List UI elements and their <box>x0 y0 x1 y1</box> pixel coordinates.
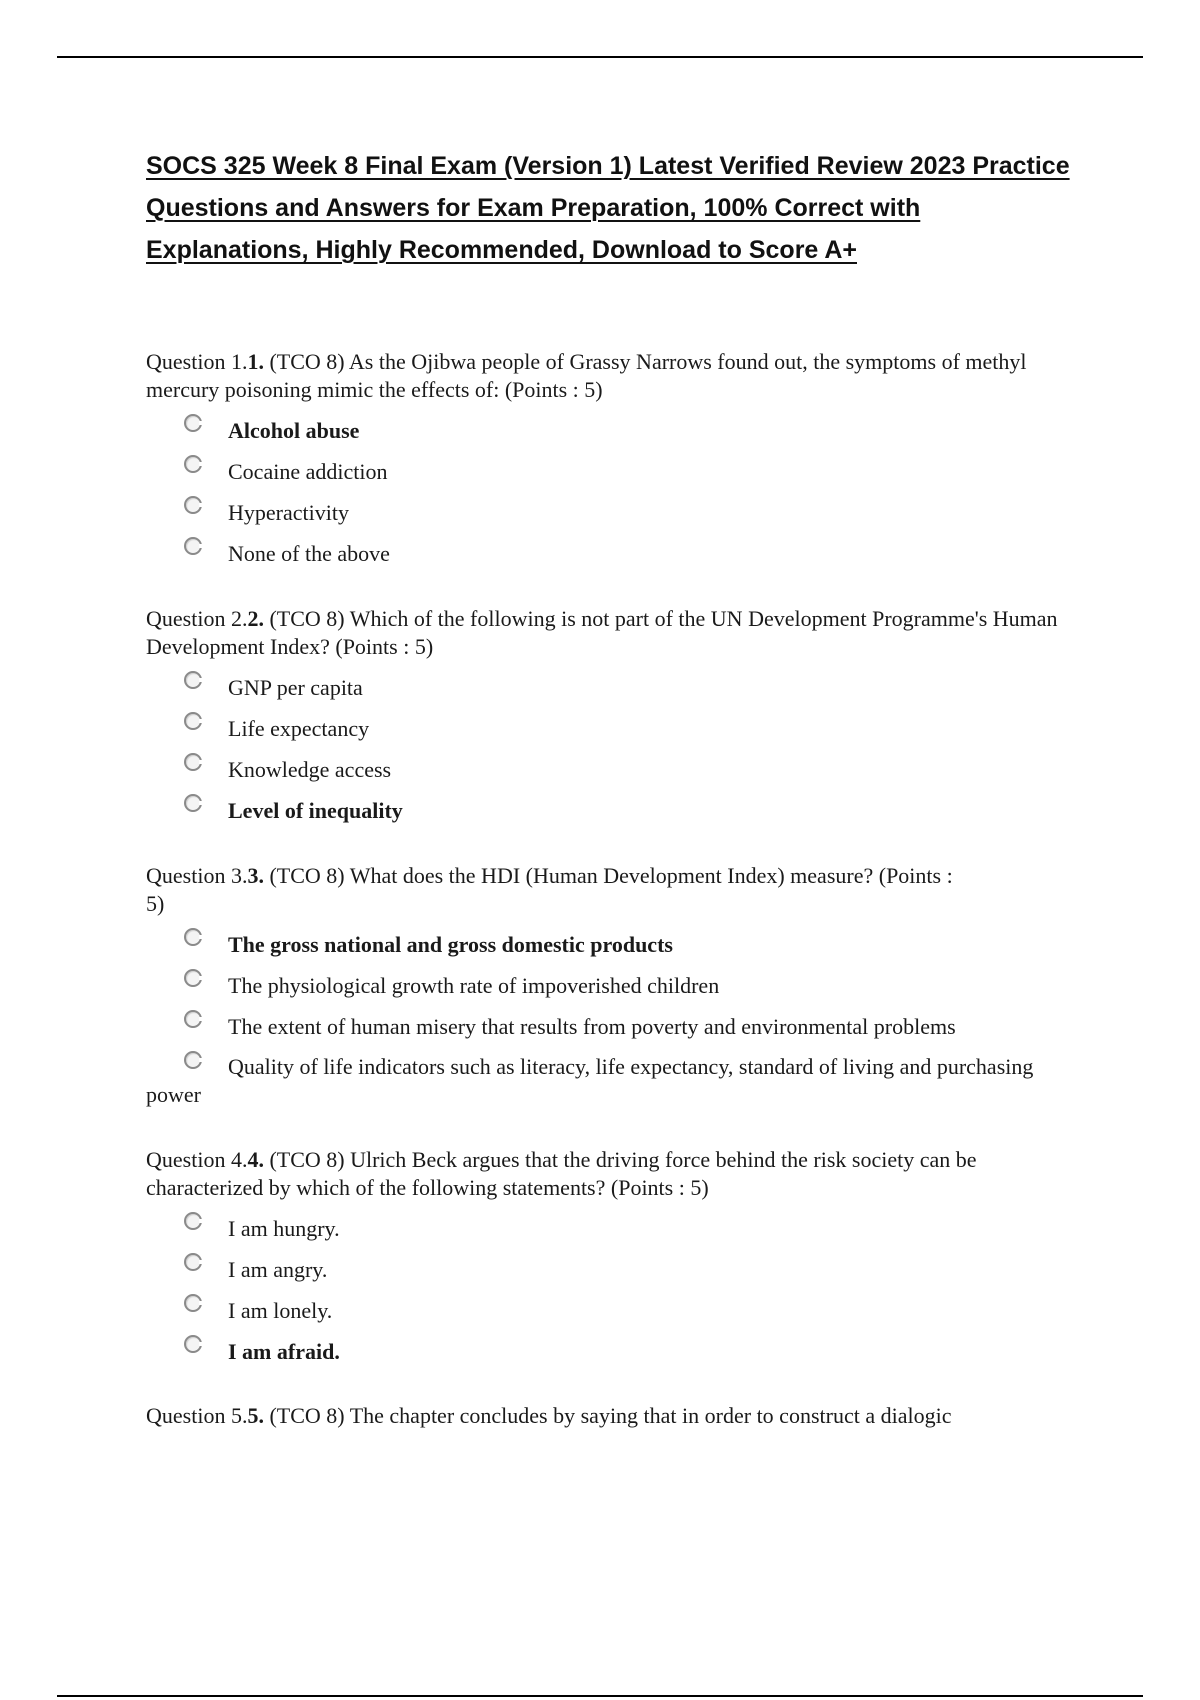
answer-option[interactable] <box>146 1208 1086 1249</box>
answer-option-label: None of the above <box>228 541 390 566</box>
answer-option-label: I am angry. <box>228 1257 328 1282</box>
answer-option[interactable] <box>146 749 1086 790</box>
answer-option[interactable] <box>146 1249 1086 1290</box>
answer-option[interactable] <box>146 924 1086 965</box>
document-title-text: SOCS 325 Week 8 Final Exam (Version 1) Latest Verified Review 2023 Practice Questions and Answers for Exam Preparation, 100% Correct with Explanations, Highly Recommended, Download to Score A+ <box>146 152 1070 264</box>
radio-button-icon[interactable] <box>184 1335 202 1353</box>
answer-option[interactable] <box>146 1331 1086 1372</box>
answer-option[interactable] <box>146 790 1086 831</box>
radio-button-icon[interactable] <box>184 928 202 946</box>
header-rule <box>57 56 1143 58</box>
question-4 <box>146 1146 1086 1372</box>
radio-button-icon[interactable] <box>184 1294 202 1312</box>
answer-option-label: Level of inequality <box>228 798 403 823</box>
radio-button-icon[interactable] <box>184 753 202 771</box>
question-text <box>146 1402 1086 1430</box>
answer-option[interactable] <box>146 1047 1086 1109</box>
question-text <box>146 862 966 918</box>
answer-options <box>146 667 1086 831</box>
answer-option[interactable] <box>146 708 1086 749</box>
question-prefix: Question 5. <box>146 1403 248 1428</box>
question-number: 1. <box>247 349 264 374</box>
question-stem: (TCO 8) As the Ojibwa people of Grassy Narrows found out, the symptoms of methyl mercury poisoning mimic the effects of: (Points : 5) <box>146 349 1027 402</box>
question-prefix: Question 4. <box>146 1147 248 1172</box>
question-stem: (TCO 8) Ulrich Beck argues that the driving force behind the risk society can be characterized by which of the following statements? (Points : 5) <box>146 1147 977 1200</box>
answer-option-label: I am hungry. <box>228 1216 340 1241</box>
question-text <box>146 1146 1086 1202</box>
radio-button-icon[interactable] <box>184 537 202 555</box>
answer-option-label: Knowledge access <box>228 757 392 782</box>
answer-option-label: The gross national and gross domestic products <box>228 932 673 957</box>
answer-option[interactable] <box>146 1290 1086 1331</box>
question-3 <box>146 862 1086 1109</box>
question-prefix: Question 2. <box>146 606 248 631</box>
answer-option[interactable] <box>146 1006 1086 1047</box>
radio-button-icon[interactable] <box>184 1010 202 1028</box>
answer-options <box>146 924 1086 1109</box>
question-stem: (TCO 8) What does the HDI (Human Development Index) measure? (Points : 5) <box>146 863 953 916</box>
question-text <box>146 605 1086 661</box>
question-text <box>146 348 1046 404</box>
answer-option-label: GNP per capita <box>228 675 363 700</box>
answer-option[interactable] <box>146 451 1086 492</box>
answer-option[interactable] <box>146 410 1086 451</box>
radio-button-icon[interactable] <box>184 1212 202 1230</box>
answer-option[interactable] <box>146 667 1086 708</box>
question-stem: (TCO 8) Which of the following is not part of the UN Development Programme's Human Development Index? (Points : 5) <box>146 606 1058 659</box>
question-1 <box>146 348 1086 574</box>
document-title <box>146 145 1086 271</box>
footer-rule <box>57 1695 1143 1697</box>
answer-option[interactable] <box>146 492 1086 533</box>
answer-options <box>146 410 1086 574</box>
question-number: 3. <box>247 863 264 888</box>
question-number: 2. <box>247 606 264 631</box>
radio-button-icon[interactable] <box>184 671 202 689</box>
answer-option[interactable] <box>146 965 1086 1006</box>
radio-button-icon[interactable] <box>184 794 202 812</box>
answer-option-label: I am afraid. <box>228 1339 340 1364</box>
question-number: 5. <box>247 1403 264 1428</box>
radio-button-icon[interactable] <box>184 1051 202 1069</box>
answer-option-label: I am lonely. <box>228 1298 333 1323</box>
question-prefix: Question 1. <box>146 349 248 374</box>
question-number: 4. <box>247 1147 264 1172</box>
answer-option-label: Hyperactivity <box>228 500 349 525</box>
question-stem: (TCO 8) The chapter concludes by saying that in order to construct a dialogic <box>263 1403 952 1428</box>
answer-option-label: The physiological growth rate of impoverished children <box>228 973 720 998</box>
question-2 <box>146 605 1086 831</box>
radio-button-icon[interactable] <box>184 414 202 432</box>
answer-option-label: Alcohol abuse <box>228 418 360 443</box>
question-5 <box>146 1402 1086 1430</box>
question-prefix: Question 3. <box>146 863 248 888</box>
radio-button-icon[interactable] <box>184 712 202 730</box>
answer-option-label: Life expectancy <box>228 716 370 741</box>
radio-button-icon[interactable] <box>184 1253 202 1271</box>
answer-options <box>146 1208 1086 1372</box>
radio-button-icon[interactable] <box>184 455 202 473</box>
answer-option-label: Quality of life indicators such as literacy, life expectancy, standard of living and purchasing power <box>146 1054 1034 1107</box>
radio-button-icon[interactable] <box>184 496 202 514</box>
answer-option-label: Cocaine addiction <box>228 459 388 484</box>
radio-button-icon[interactable] <box>184 969 202 987</box>
answer-option-label: The extent of human misery that results from poverty and environmental problems <box>228 1014 956 1039</box>
answer-option[interactable] <box>146 533 1086 574</box>
